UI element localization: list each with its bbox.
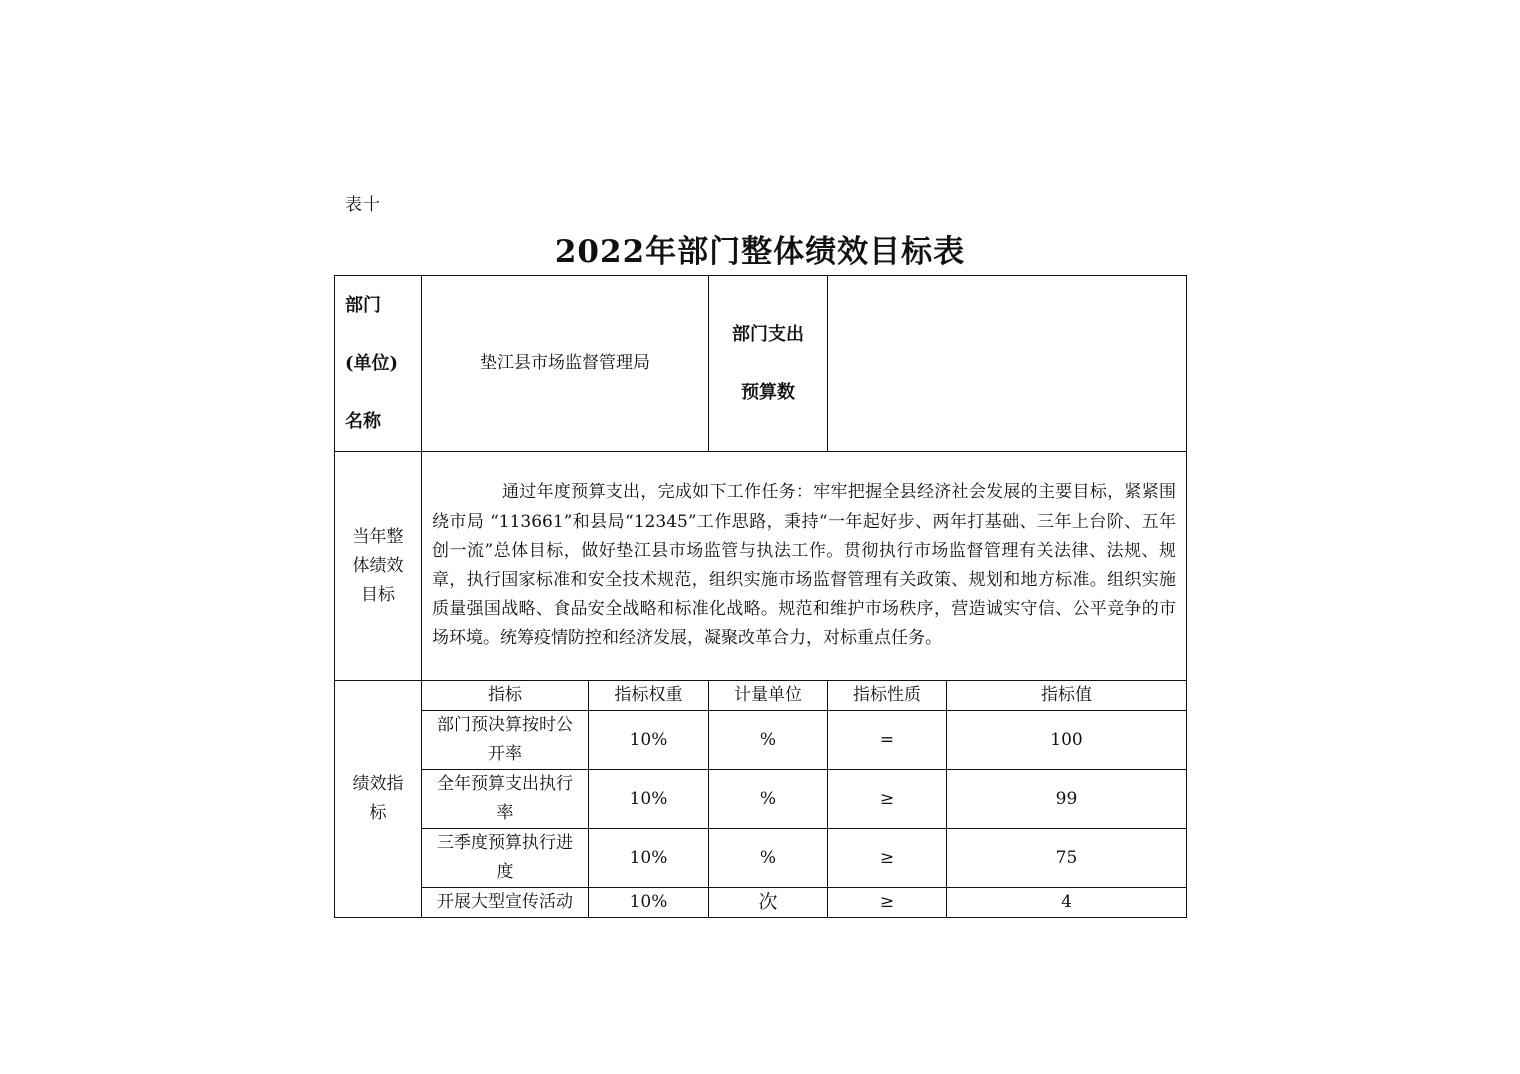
indicator-name [422, 770, 589, 829]
performance-target-table [334, 275, 1187, 918]
budget-value [828, 276, 1187, 452]
department-label-line1: 部门 [345, 294, 381, 316]
indicator-unit: 次 [709, 888, 828, 918]
indicator-weight: 10% [589, 711, 709, 770]
budget-label-line2: 预算数 [741, 381, 795, 403]
indicator-name-line2: 开率 [488, 744, 522, 764]
department-name-value: 垫江县市场监督管理局 [422, 276, 709, 452]
table-row [335, 711, 1187, 770]
header-weight: 指标权重 [589, 681, 709, 711]
annual-goal-label-line1: 当年整 [352, 526, 404, 547]
indicator-nature: ≥ [828, 888, 947, 918]
indicators-label-line2: 标 [369, 803, 387, 823]
department-label-line2: (单位) [345, 352, 399, 374]
indicator-unit: % [709, 829, 828, 888]
budget-label-line1: 部门支出 [732, 323, 804, 345]
indicator-unit: % [709, 711, 828, 770]
annual-goal-text: 通过年度预算支出，完成如下工作任务：牢牢把握全县经济社会发展的主要目标，紧紧围绕市局 “113661”和县局“12345”工作思路，秉持“一年起好步、两年打基础、三年上台阶、五年创一流”总体目标，做好垫江县市场监管与执法工作。贯彻执行市场监督管理有关法律、法规、规章，执行国家标准和安全技术规范，组织实施市场监督管理有关政策、规划和地方标准。组织实施质量强国战略、食品安全战略和标准化战略。规范和维护市场秩序，营造诚实守信、公平竞争的市场环境。统筹疫情防控和经济发展，凝聚改革合力，对标重点任务。 [422, 452, 1187, 681]
annual-goal-label-line2: 体绩效 [352, 555, 404, 576]
indicator-nature: ≥ [828, 770, 947, 829]
indicator-value: 75 [947, 829, 1187, 888]
table-row [335, 770, 1187, 829]
indicator-name [422, 888, 589, 918]
indicator-value: 99 [947, 770, 1187, 829]
indicator-value: 100 [947, 711, 1187, 770]
annual-goal-label [335, 452, 422, 681]
indicator-nature: ≥ [828, 829, 947, 888]
indicator-name-line2: 率 [496, 803, 514, 823]
indicator-nature: = [828, 711, 947, 770]
indicator-unit: % [709, 770, 828, 829]
indicator-name-line1: 开展大型宣传活动 [437, 892, 573, 912]
table-row [335, 888, 1187, 918]
department-label-line3: 名称 [345, 410, 381, 432]
indicators-label-line1: 绩效指 [352, 774, 404, 794]
document-title: 2022年部门整体绩效目标表 [554, 234, 966, 270]
indicator-name [422, 829, 589, 888]
indicator-weight: 10% [589, 829, 709, 888]
indicator-name-line1: 全年预算支出执行 [437, 774, 573, 794]
indicator-header-row [335, 681, 1187, 711]
annual-goal-label-line3: 目标 [361, 584, 395, 605]
indicator-name-line2: 度 [496, 862, 514, 882]
annual-goal-row [335, 452, 1187, 681]
indicator-weight: 10% [589, 770, 709, 829]
indicators-section-label [335, 681, 422, 918]
table-number-label: 表十 [345, 195, 381, 215]
header-value: 指标值 [947, 681, 1187, 711]
indicator-name [422, 711, 589, 770]
department-name-label [335, 276, 422, 452]
indicator-value: 4 [947, 888, 1187, 918]
table-row [335, 829, 1187, 888]
indicator-name-line1: 部门预决算按时公 [437, 715, 573, 735]
header-indicator: 指标 [422, 681, 589, 711]
indicator-weight: 10% [589, 888, 709, 918]
header-unit: 计量单位 [709, 681, 828, 711]
header-nature: 指标性质 [828, 681, 947, 711]
indicator-name-line1: 三季度预算执行进 [437, 833, 573, 853]
department-row [335, 276, 1187, 452]
budget-label [709, 276, 828, 452]
